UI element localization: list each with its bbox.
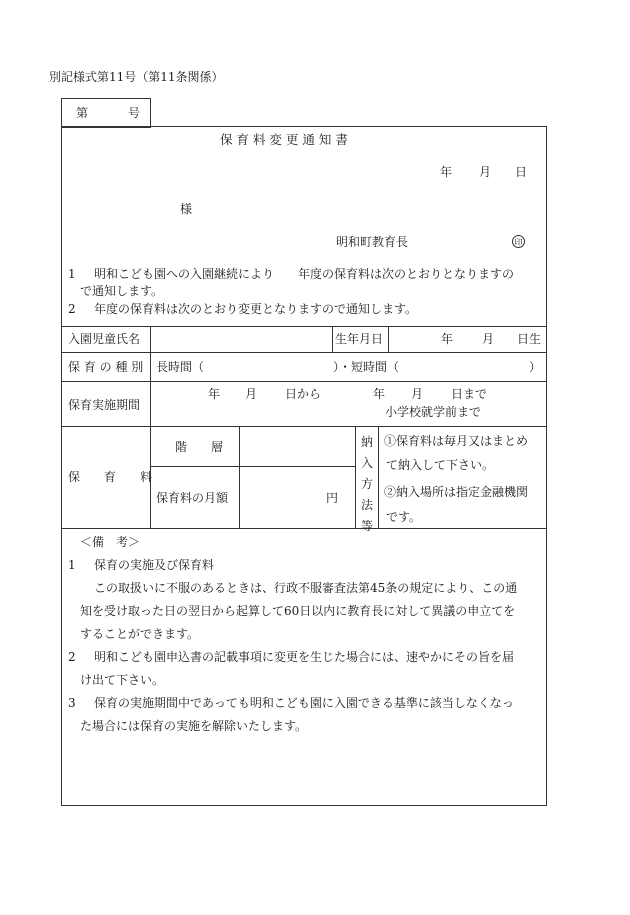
remark-1-line3: することができます。 [80, 627, 200, 641]
notice-1-line1: 明和こども園への入園継続により 年度の保育料は次のとおりとなりますの [94, 267, 515, 281]
date-month: 月 [479, 165, 492, 179]
period-label: 保育実施期間 [68, 398, 141, 412]
date-day: 日 [515, 165, 528, 179]
payment-note-2-line1: ②納入場所は指定金融機関 [384, 485, 529, 499]
notice-2-text: 年度の保育料は次のとおり変更となりますので通知します。 [94, 302, 418, 316]
birth-day: 日生 [517, 332, 542, 346]
notice-2-num: 2 [68, 302, 76, 316]
care-type-long: 長時間（ [156, 360, 205, 374]
addressee-suffix: 様 [180, 202, 193, 216]
child-name-label: 入園児童氏名 [68, 332, 141, 346]
row-divider [61, 381, 547, 382]
row-divider [61, 352, 547, 353]
remark-1-title: 保育の実施及び保育料 [94, 558, 215, 572]
col-divider [150, 326, 151, 528]
remark-1-line2: 知を受け取った日の翌日から起算して60日以内に教育長に対して異議の申立てを [80, 604, 516, 618]
monthly-fee-label: 保育料の月額 [156, 491, 229, 505]
notice-1-num: 1 [68, 267, 76, 281]
remark-3-num: 3 [68, 696, 76, 710]
period-end-month: 月 [411, 387, 424, 401]
payment-note-2-line2: です。 [386, 510, 422, 524]
period-end-day: 日まで [451, 387, 488, 401]
row-divider [61, 326, 547, 327]
date-year: 年 [440, 165, 453, 179]
remark-2-num: 2 [68, 650, 76, 664]
seal-mark: 印 [512, 235, 525, 248]
remark-1-num: 1 [68, 558, 76, 572]
birth-month: 月 [482, 332, 495, 346]
remark-3-line2: た場合には保育の実施を解除いたします。 [80, 719, 308, 733]
row-divider [150, 466, 355, 467]
payment-method-char: 等 [360, 519, 373, 533]
care-type-label: 保 育 の 種 別 [68, 360, 144, 374]
remark-3-line1: 保育の実施期間中であっても明和こども園に入園できる基準に該当しなくなっ [94, 696, 514, 710]
birth-year: 年 [441, 332, 454, 346]
payment-note-1-line1: ①保育料は毎月又はまとめ [384, 434, 529, 448]
payment-method-char: 納 [360, 435, 373, 449]
fee-label: 保 育 料 [68, 470, 153, 484]
col-divider [355, 426, 356, 528]
payment-method-char: 法 [360, 498, 373, 512]
period-start-day: 日から [285, 387, 322, 401]
birthdate-label: 生年月日 [335, 332, 384, 346]
tier-label: 階 層 [175, 440, 224, 454]
row-divider [61, 426, 547, 427]
period-start-month: 月 [245, 387, 258, 401]
col-divider [378, 426, 379, 528]
yen-unit: 円 [326, 491, 339, 505]
remark-2-line2: け出て下さい。 [80, 673, 165, 687]
period-end-year: 年 [373, 387, 386, 401]
issuer: 明和町教育長 [336, 235, 409, 249]
form-id: 別記様式第11号（第11条関係） [49, 70, 224, 84]
care-type-end: ） [529, 360, 542, 374]
payment-method-label [360, 432, 374, 537]
col-divider [332, 326, 333, 352]
period-note: 小学校就学前まで [385, 405, 482, 419]
number-go: 号 [128, 106, 141, 120]
payment-note-1-line2: て納入して下さい。 [386, 458, 495, 472]
notice-1-line2: で通知します。 [80, 284, 164, 298]
remark-1-line1: この取扱いに不服のあるときは、行政不服審査法第45条の規定により、この通 [94, 581, 518, 595]
remark-2-line1: 明和こども園申込書の記載事項に変更を生じた場合には、速やかにその旨を届 [94, 650, 515, 664]
number-dai: 第 [76, 106, 89, 120]
payment-method-char: 入 [360, 456, 373, 470]
remarks-heading: ＜備 考＞ [80, 535, 141, 549]
col-divider [239, 426, 240, 528]
period-start-year: 年 [208, 387, 221, 401]
care-type-mid: ）・短時間（ [333, 360, 400, 374]
row-divider [61, 528, 547, 529]
document-title: 保 育 料 変 更 通 知 書 [220, 132, 348, 147]
col-divider [388, 326, 389, 352]
payment-method-char: 方 [360, 477, 373, 491]
